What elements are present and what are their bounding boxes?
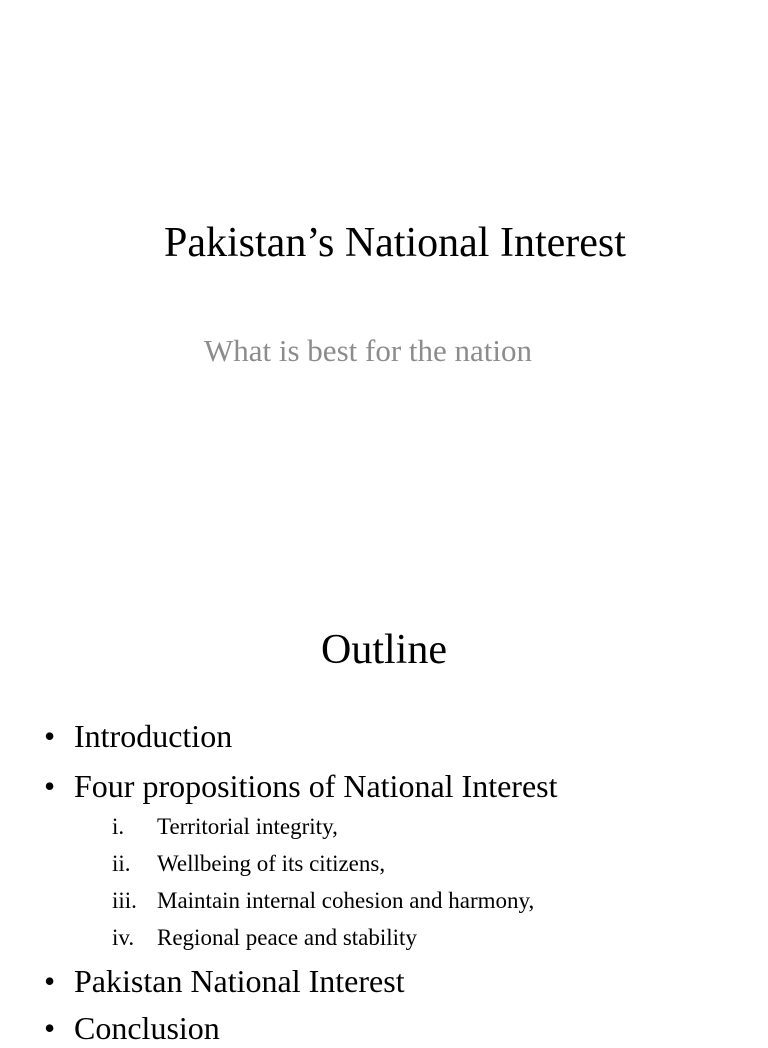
bullet-icon: • — [44, 1010, 56, 1046]
sub-list-number: iii. — [112, 888, 137, 913]
bullet-icon: • — [44, 768, 56, 804]
sub-list-text: Territorial integrity, — [157, 814, 338, 839]
sub-list-item — [112, 887, 534, 915]
outline-title: Outline — [321, 627, 447, 673]
list-item — [44, 766, 557, 806]
sub-list-number: i. — [112, 814, 125, 839]
slide-subtitle: What is best for the nation — [204, 333, 532, 368]
sub-list-item — [112, 850, 385, 878]
sub-list-number: iv. — [112, 925, 135, 950]
list-item-text: Four propositions of National Interest — [74, 768, 558, 804]
list-item-text: Introduction — [74, 718, 233, 754]
slide-title: Pakistan’s National Interest — [164, 220, 626, 266]
bullet-icon: • — [44, 718, 56, 754]
list-item-text: Pakistan National Interest — [74, 963, 405, 999]
sub-list-text: Regional peace and stability — [157, 925, 417, 950]
sub-list-item — [112, 813, 338, 841]
list-item — [44, 961, 405, 1001]
list-item — [44, 1008, 220, 1048]
sub-list-number: ii. — [112, 851, 131, 876]
sub-list-text: Wellbeing of its citizens, — [157, 851, 386, 876]
outline-slide — [0, 576, 768, 1046]
sub-list-text: Maintain internal cohesion and harmony, — [157, 888, 535, 913]
list-item — [44, 716, 232, 756]
bullet-icon: • — [44, 963, 56, 999]
list-item-text: Conclusion — [74, 1010, 220, 1046]
sub-list-item — [112, 924, 417, 952]
